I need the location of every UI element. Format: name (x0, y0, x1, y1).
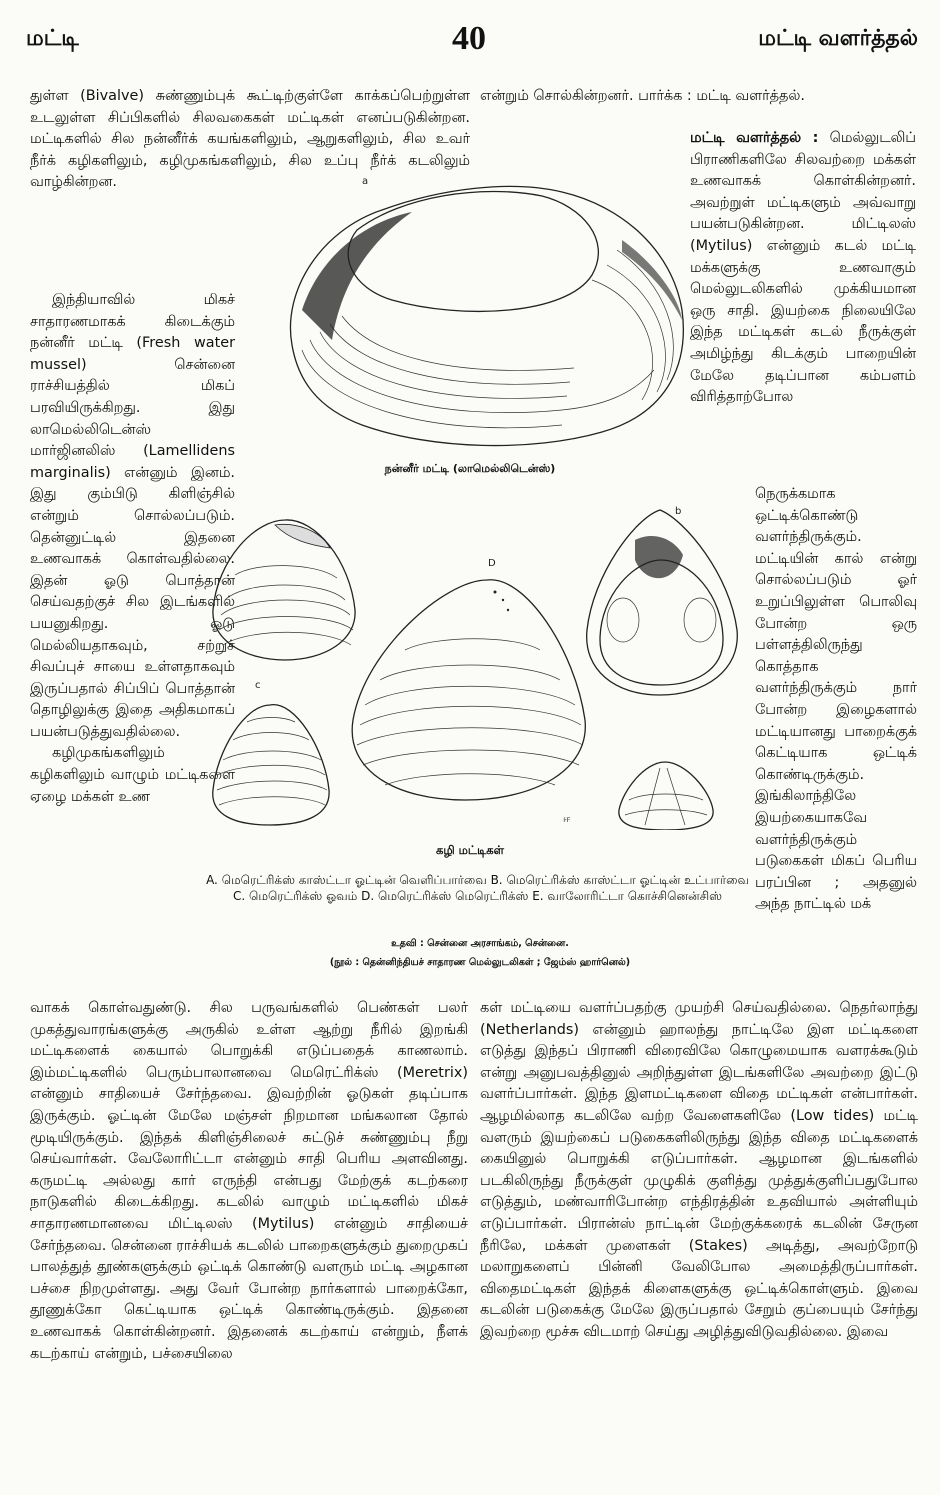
right-column-top (480, 86, 918, 108)
shell-c (213, 680, 329, 825)
figure2-description: A. மெரெட்ரிக்ஸ் காஸ்ட்டா ஓட்டின் வெளிப்பார்வை B. மெரெட்ரிக்ஸ் காஸ்ட்டா ஓட்டின் உட்பார்வை C. மெரெட்ரிக்ஸ் ஓவம் D. மெரெட்ரிக்ஸ் மெரெட்ரிக்ஸ் E. வாலோரிட்டா கொச்சினென்சிஸ் (206, 873, 749, 903)
intro-paragraph: துள்ள (Bivalve) சுண்ணும்புக் கூட்டிற்குள்ளே காக்கப்பெற்றுள்ள உடலுள்ள சிப்பிகளில் சிலவகைகள் மட்டிகள் எனப்படுகின்றன. மட்டிகளில் சில நன்னீர்க் கயங்களிலும், ஆறுகளிலும், சில உவர் நீர்க் கழிகளிலும், கழிமுகங்களிலும், சில உப்பு நீர்க் கடலிலும் வாழ்கின்றன. (30, 88, 470, 191)
figure1-caption: நன்னீர் மட்டி (லாமெல்லிடென்ஸ்) (384, 462, 556, 475)
figure2-credit: உதவி : சென்னை அரசாங்கம், சென்னை. (391, 938, 569, 949)
freshwater-mussel-illustration (262, 170, 694, 460)
svg-text:a: a (362, 176, 369, 187)
page-number: 40 (452, 20, 486, 57)
shell-d (352, 558, 585, 800)
svg-text:c: c (255, 680, 261, 691)
running-head-right: மட்டி வளர்த்தல் (758, 26, 918, 51)
estuary-clams-illustration (205, 500, 750, 830)
svg-text:ஈ: ஈ (563, 814, 571, 825)
figure2-caption: கழி மட்டிகள் (436, 843, 504, 857)
mussel-farming-text-a: மெல்லுடலிப் பிராணிகளிலே சிலவற்றை மக்கள் உணவாகக் கொள்கின்றனர். அவற்றுள் மட்டிகளும் அவ்வாறு பயன்படுகின்றன. மிட்டிலஸ் (Mytilus) என்னும் கடல் மட்டி மக்களுக்கு உணவாகும் மெல்லுடலிகளில் முக்கியமான ஒரு சாதி. இயற்கை நிலையிலே இந்த மட்டிகள் கடல் நீருக்குள் அமிழ்ந்து கிடக்கும் பாறையின் மேலே தடிப்பான கம்பளம் விரித்தாற்போல (690, 130, 917, 406)
bottom-right-column (480, 998, 918, 1344)
svg-text:b: b (675, 506, 682, 517)
mussel-farming-paragraph (690, 128, 916, 409)
see-also-paragraph: என்றும் சொல்கின்றனர். பார்க்க : மட்டி வளர்த்தல். (480, 88, 805, 104)
figure2-source: (நூல் : தென்னிந்தியச் சாதாரண மெல்லுடலிகள் ; ஜேம்ஸ் ஹார்னெல்) (329, 957, 631, 968)
running-head-left: மட்டி (26, 26, 79, 51)
mussel-farming-text-b: நெருக்கமாக ஒட்டிக்கொண்டு வளர்ந்திருக்கும். மட்டியின் கால் என்று சொல்லப்படும் ஓர் உறுப்பிலுள்ள பொலிவு போன்ற ஒரு பள்ளத்திலிருந்து கொத்தாக வளர்ந்திருக்கும் நார் போன்ற இழைகளால் மட்டியானது பாறைக்குக் கெட்டியாக ஒட்டிக் கொண்டிருக்கும். இங்கிலாந்திலே இயற்கையாகவே வளர்ந்திருக்கும் படுகைகள் மிகப் பெரிய பரப்பின ; அதனுல் அந்த நாட்டில் மக் (755, 486, 917, 913)
netherlands-paragraph: கள் மட்டியை வளர்ப்பதற்கு முயற்சி செய்வதில்லை. நெதர்லாந்து (Netherlands) என்னும் ஹாலந்து நாட்டிலே இள மட்டிகளை எடுத்து இந்தப் பிராணி விரைவிலே கொழுமையாக வளரக்கூடும் என்று அனுபவத்தினுல் அறிந்துள்ள இடங்களிலே அவற்றை இட்டு வளர்ப்பார்கள். இந்த இளமட்டிகளை விதை மட்டிகள் என்பார்கள். ஆழமில்லாத கடலிலே வற்ற வேளைகளிலே (Low tides) மட்டி வளரும் இயற்கைப் படுகைகளிலிருந்து இந்த விதை மட்டிகளைக் கையினுல் பொறுக்கி எடுப்பார்கள். ஆழமான இடங்களில் படகிலிருந்து நீருக்குள் முழுகிக் குளித்து முத்துக்குளிப்பதுபோல எடுத்தும், மண்வாரிபோன்ற எந்திரத்தின் உதவியால் அள்ளியும் எடுப்பார்கள். பிரான்ஸ் நாட்டின் மேற்குக்கரைக் கடலின் சேருன நீரிலே, மக்கள் முளைகள் (Stakes) அடித்து, அவற்றோடு மலாறுகளைப் பின்னி வேலிபோல அமைத்திருப்பார்கள். விதைமட்டிகள் இந்தக் கிளைகளுக்கு ஒட்டிக்கொள்ளும். இவை கடலின் படுகைக்கு மேலே இருப்பதால் சேறும் குப்பையும் சேர்ந்து இவற்றை மூச்சு விடமாற் செய்து அழித்துவிடுவதில்லை. இவை (480, 1000, 918, 1340)
shell-a (213, 520, 355, 660)
freshwater-mussel-paragraph: இந்தியாவில் மிகச் சாதாரணமாகக் கிடைக்கும் நன்னீர் மட்டி (Fresh water mussel) சென்னை ராச்சியத்தில் மிகப் பரவியிருக்கிறது. இது லாமெல்லிடென்ஸ் மார்ஜினலிஸ் (Lamellidens marginalis) என்னும் இனம். இது கும்பிடு கிளிஞ்சில் என்றும் சொல்லப்படும். தென்னுட்டில் இதனை உணவாகக் கொள்வதில்லை. இதன் ஓடு பொத்தான் செய்வதற்குச் சில இடங்களில் பயனுகிறது. ஓடு மெல்லியதாகவும், சற்றுச் சிவப்புச் சாயை உள்ளதாகவும் இருப்பதால் சிப்பிப் பொத்தான் தொழிலுக்கு இதை அதிகமாகப் பயன்படுத்துவதில்லை. (30, 292, 235, 740)
right-column-narrow (755, 484, 917, 916)
shell-e (619, 762, 713, 830)
bottom-left-column (30, 998, 468, 1365)
meretrix-paragraph: வாகக் கொள்வதுண்டு. சில பருவங்களில் பெண்கள் பலர் முகத்துவாரங்களுக்கு அருகில் உள்ள ஆற்று நீரில் இறங்கி மட்டிகளைக் கையால் பொறுக்கி எடுப்பதைக் காணலாம். இம்மட்டிகளில் பெரும்பாலானவை மெரெட்ரிக்ஸ் (Meretrix) என்னும் சாதியைச் சேர்ந்தவை. இவற்றின் ஓடுகள் தடிப்பாக இருக்கும். ஓட்டின் மேலே மஞ்சள் நிறமான மங்கலான தோல் மூடியிருக்கும். இந்தக் கிளிஞ்சிலைச் சுட்டுச் சுண்ணும்பு நீறு செய்வார்கள். வேலோரிட்டா என்னும் சாதி பெரிய அளவினது. கருமட்டி அல்லது கார் எருந்தி என்பது மேற்குக் கடற்கரை நாடுகளில் கிடைக்கிறது. கடலில் வாழும் மட்டிகளில் மிகச் சாதாரணமானவை மிட்டிலஸ் (Mytilus) என்னும் சாதியைச் சேர்ந்தவை. சென்னை ராச்சியக் கடலில் பாறைகளுக்கும் துறைமுகப் பாலத்துத் தூண்களுக்கும் ஒட்டிக் கொண்டு வளரும் மட்டி அழகான பச்சை நிறமுள்ளது. அது வேர் போன்ற நார்களால் பாறைக்கோ, தூணுக்கோ கெட்டியாக ஒட்டிக் கொண்டிருக்கும். இதனை உணவாகக் கொள்கின்றனர். இதனைக் கடற்காய் என்றும், நீளக் கடற்காய் என்றும், பச்சையிலை (30, 1000, 468, 1362)
shell-b (587, 506, 738, 695)
mussel-farming-heading: மட்டி வளர்த்தல் : (690, 130, 819, 146)
right-column-mid (690, 128, 916, 409)
estuary-mussel-paragraph: கழிமுகங்களிலும் கழிகளிலும் வாழும் மட்டிகளை ஏழை மக்கள் உண (30, 745, 235, 805)
svg-text:D: D (488, 558, 496, 569)
